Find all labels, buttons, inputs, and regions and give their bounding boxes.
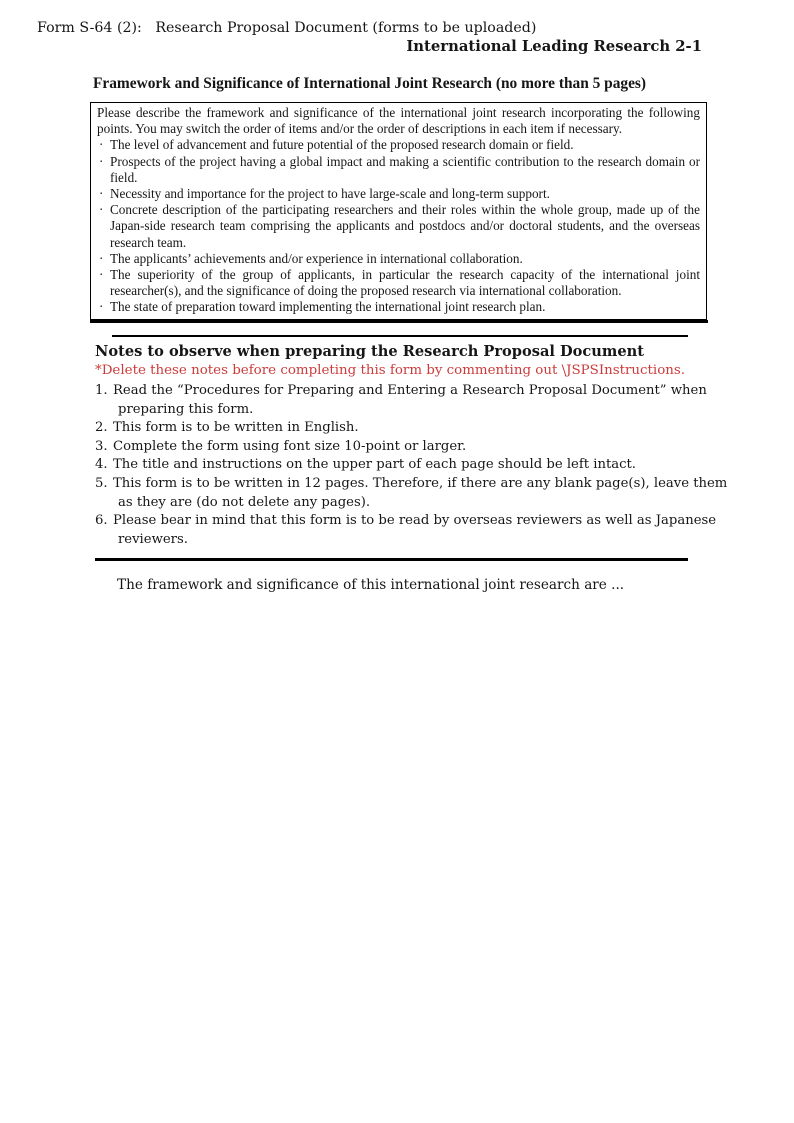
instruction-bullet <box>97 137 700 153</box>
bullet-text: The applicants’ achievements and/or experience in international collaboration. <box>110 250 523 266</box>
instruction-bullet <box>97 202 700 251</box>
note-number: 4. <box>95 457 108 473</box>
notes-title: Notes to observe when preparing the Research Proposal Document <box>95 343 644 360</box>
bullet-dot-icon: · <box>99 267 104 283</box>
bullet-dot-icon: · <box>99 153 104 169</box>
bullet-dot-icon: · <box>99 250 104 266</box>
note-number: 1. <box>95 383 108 398</box>
note-item <box>95 475 728 512</box>
program-name-header: International Leading Research 2-1 <box>406 38 702 55</box>
bullet-text: Concrete description of the participating researchers and their roles within the whole group, made up of the Japan-side research team comprising the applicants and postdocs and/or doctoral students, and the overseas research team. <box>110 202 700 250</box>
bullet-text: The superiority of the group of applicants, in particular the research capacity of the international joint researcher(s), and the significance of doing the proposed research via international collaboration. <box>110 267 700 299</box>
note-item <box>95 382 707 419</box>
note-number: 3. <box>95 438 108 454</box>
note-item <box>95 419 688 438</box>
note-line: as they are (do not delete any pages). <box>118 494 371 510</box>
box-bottom-rule <box>90 320 708 323</box>
bullet-text: Necessity and importance for the project to have large-scale and long-term support. <box>110 186 550 202</box>
note-line: Complete the form using font size 10-point or larger. <box>113 438 467 454</box>
note-item <box>95 456 688 475</box>
instruction-bullet <box>97 299 700 315</box>
note-line: The title and instructions on the upper part of each page should be left intact. <box>113 457 636 473</box>
note-line: This form is to be written in English. <box>113 420 359 436</box>
form-number-header: Form S-64 (2): Research Proposal Document (forms to be uploaded) <box>37 20 537 36</box>
notes-list <box>95 382 728 549</box>
note-line: This form is to be written in 12 pages. Therefore, if there are any blank page(s), leave them <box>113 475 728 491</box>
instruction-bullet <box>97 154 700 186</box>
note-line: reviewers. <box>118 531 188 547</box>
instruction-intro: Please describe the framework and significance of the international joint research incorporating the following points. You may switch the order of items and/or the order of descriptions in each item if necessary. <box>97 105 700 137</box>
notes-bottom-rule <box>95 558 688 561</box>
note-item <box>95 512 717 549</box>
bullet-text: Prospects of the project having a global impact and making a scientific contribution to the research domain or field. <box>110 153 700 185</box>
note-number: 6. <box>95 513 108 529</box>
bullet-dot-icon: · <box>99 299 104 315</box>
note-line: Read the “Procedures for Preparing and Entering a Research Proposal Document” when <box>113 383 707 398</box>
instruction-bullet <box>97 267 700 299</box>
section-title: Framework and Significance of International Joint Research (no more than 5 pages) <box>93 75 647 92</box>
notes-top-rule <box>112 335 688 337</box>
bullet-dot-icon: · <box>99 202 104 218</box>
bullet-text: The state of preparation toward implementing the international joint research plan. <box>110 299 546 315</box>
notes-section <box>95 335 728 561</box>
note-number: 5. <box>95 475 108 491</box>
note-line: preparing this form. <box>118 401 254 417</box>
instruction-bullet-list <box>97 137 700 315</box>
bullet-dot-icon: · <box>99 186 104 202</box>
instruction-bullet <box>97 251 700 267</box>
notes-delete-warning: *Delete these notes before completing this form by commenting out \JSPSInstructions. <box>95 363 686 378</box>
instruction-bullet <box>97 186 700 202</box>
note-number: 2. <box>95 420 108 436</box>
bullet-dot-icon: · <box>99 137 104 153</box>
note-line: Please bear in mind that this form is to be read by overseas reviewers as well as Japanese <box>113 513 717 529</box>
body-opening-sentence: The framework and significance of this international joint research are ... <box>117 577 625 593</box>
note-item <box>95 438 688 457</box>
bullet-text: The level of advancement and future potential of the proposed research domain or field. <box>110 137 574 153</box>
instruction-box <box>90 102 707 320</box>
